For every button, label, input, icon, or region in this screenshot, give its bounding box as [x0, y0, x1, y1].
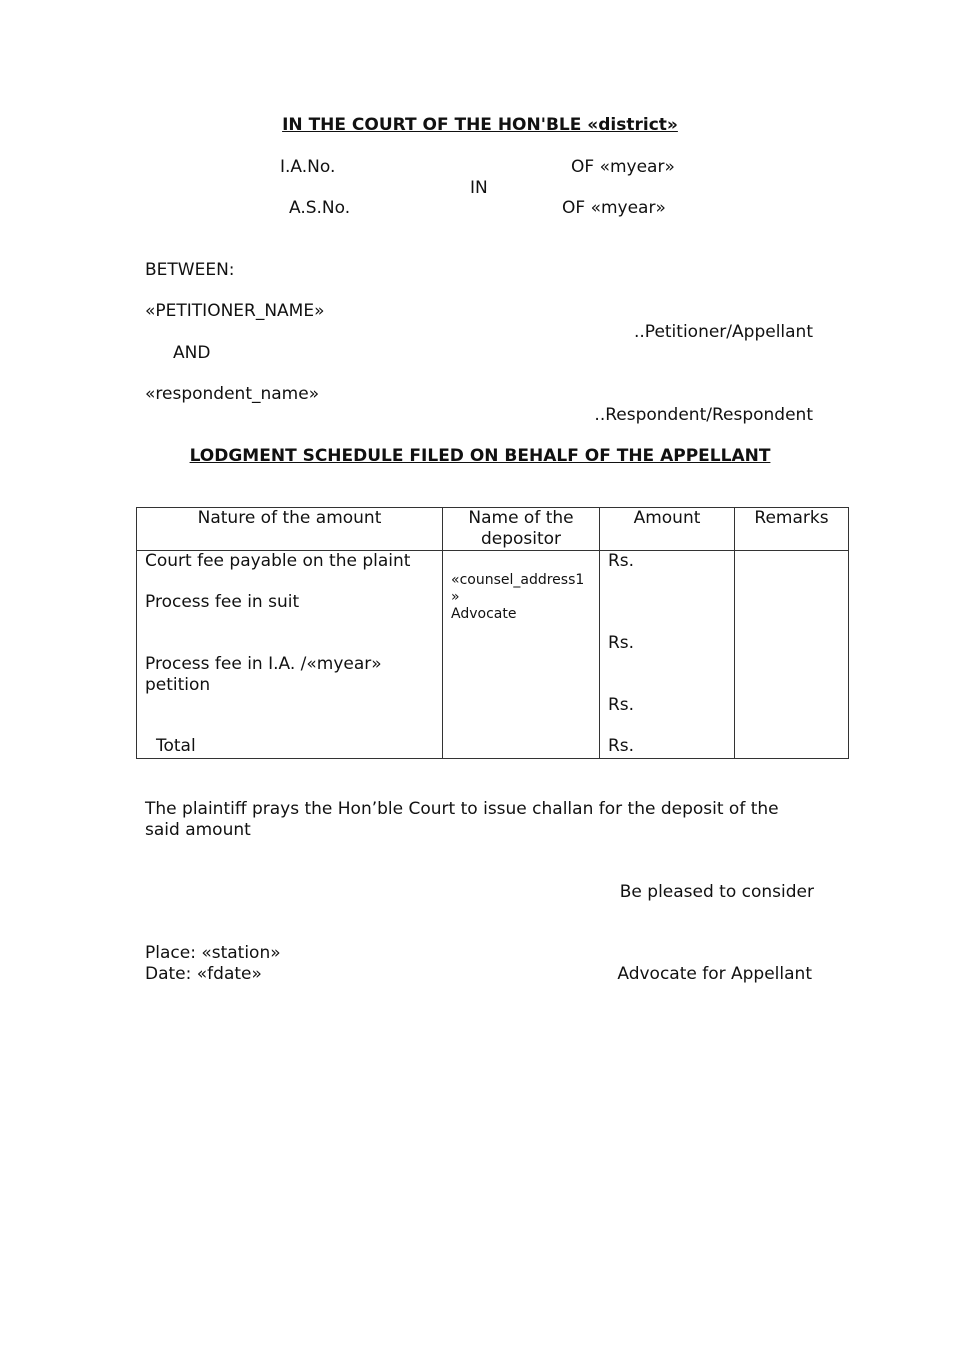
between-label: BETWEEN:	[145, 260, 235, 280]
and-label: AND	[173, 343, 211, 363]
prayer-line-1: The plaintiff prays the Hon’ble Court to issue challan for the deposit of the	[145, 799, 779, 819]
header-nature: Nature of the amount	[137, 508, 443, 551]
court-title: IN THE COURT OF THE HON'BLE «district»	[282, 115, 678, 135]
as-year: OF «myear»	[562, 198, 666, 218]
nature-process-fee-ia: Process fee in I.A. /«myear»	[145, 654, 382, 674]
nature-total: Total	[156, 736, 196, 756]
prayer-line-2: said amount	[145, 820, 251, 840]
place-field: Place: «station»	[145, 943, 281, 963]
nature-petition: petition	[145, 675, 211, 695]
in-word: IN	[470, 178, 488, 198]
amount-cell	[600, 551, 735, 759]
amount-court-fee: Rs.	[608, 551, 635, 571]
schedule-title: LODGMENT SCHEDULE FILED ON BEHALF OF THE APPELLANT	[189, 446, 771, 466]
header-depositor: Name of the depositor	[443, 508, 600, 551]
nature-court-fee: Court fee payable on the plaint	[145, 551, 411, 571]
as-number-label: A.S.No.	[289, 198, 351, 218]
nature-process-fee-suit: Process fee in suit	[145, 592, 300, 612]
amount-process-fee-ia: Rs.	[608, 695, 635, 715]
lodgment-schedule-table	[136, 507, 849, 759]
ia-year: OF «myear»	[571, 157, 675, 177]
respondent-name: «respondent_name»	[145, 384, 320, 404]
amount-process-fee-suit: Rs.	[608, 633, 635, 653]
consider-text: Be pleased to consider	[619, 882, 814, 902]
petitioner-role: ..Petitioner/Appellant	[633, 322, 813, 342]
depositor-advocate: Advocate	[451, 606, 517, 622]
header-remarks: Remarks	[735, 508, 849, 551]
header-amount: Amount	[600, 508, 735, 551]
remarks-cell	[735, 551, 849, 759]
depositor-address: «counsel_address1	[451, 572, 585, 588]
petitioner-name: «PETITIONER_NAME»	[145, 301, 325, 321]
depositor-address-end: »	[451, 589, 460, 605]
table-header-row	[137, 508, 849, 551]
depositor-cell	[443, 551, 600, 759]
respondent-role: ..Respondent/Respondent	[594, 405, 813, 425]
table-row	[137, 551, 849, 759]
date-field: Date: «fdate»	[145, 964, 262, 984]
advocate-signature: Advocate for Appellant	[617, 964, 812, 984]
ia-number-label: I.A.No.	[280, 157, 336, 177]
nature-cell	[137, 551, 443, 759]
amount-total: Rs.	[608, 736, 635, 756]
